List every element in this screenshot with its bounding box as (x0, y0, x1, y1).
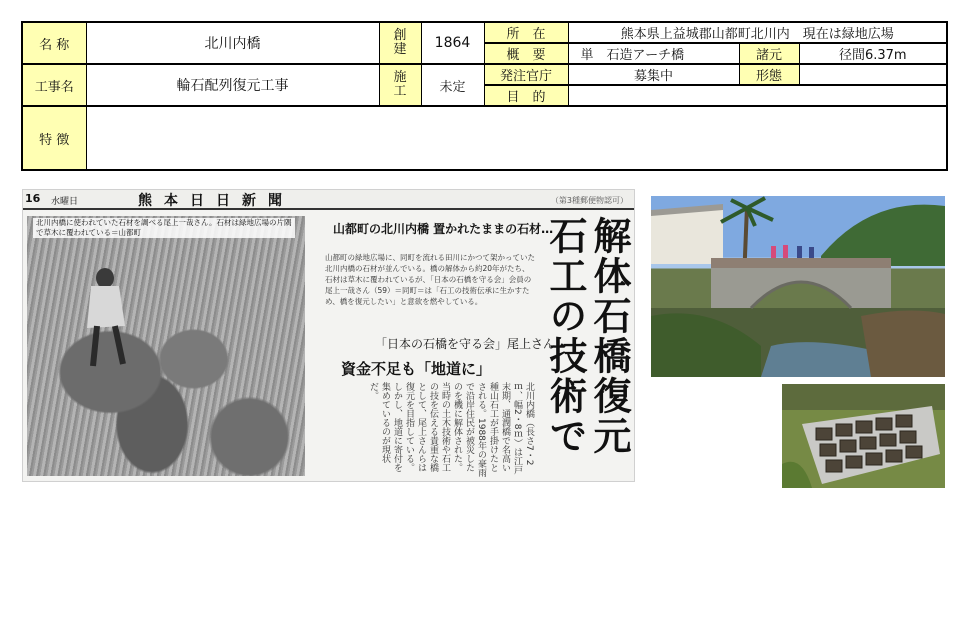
built-value: 1864 (421, 22, 484, 64)
construct-label-text: 施工 (393, 70, 407, 99)
person-figure-icon (27, 216, 305, 476)
page-number: 16 (25, 192, 41, 205)
client-label: 発注官庁 (484, 64, 568, 85)
photo-caption: 北川内橋に使われていた石材を調べる尾上一哉さん。石材は緑地広場の片隅で草木に覆われている＝山都町 (33, 218, 295, 238)
construct-value: 未定 (421, 64, 484, 106)
stone-inspection-photo (27, 216, 305, 476)
feature-value (86, 106, 947, 170)
form-label: 形態 (739, 64, 799, 85)
article-byline: 「日本の石橋を守る会」尾上さん (375, 337, 556, 351)
span-label: 諸元 (739, 43, 799, 64)
location-value: 熊本県上益城郡山都町北川内 現在は緑地広場 (568, 22, 947, 43)
newspaper-name: 熊本日日新聞 (138, 193, 294, 209)
purpose-value (568, 85, 947, 106)
article-lead: 山都町の北川内橋 置かれたままの石材… (333, 222, 554, 236)
stone-arch-bridge-icon (651, 196, 945, 377)
newspaper-masthead (23, 190, 635, 210)
article-body-intro: 山都町の緑地広場に、同町を流れる田川にかつて架かっていた北川内橋の石材が並んでいる。橋の解体から約20年がたち、石材は草木に覆われているが、「日本の石橋を守る会」会員の尾上一哉さん（59）＝同町＝は「石工の技術伝承に生かすため、橋を復元したい」と意欲を燃やしている。 (325, 253, 535, 306)
work-label: 工事名 (22, 64, 86, 106)
construct-label (379, 64, 421, 106)
summary-value: 単 石造アーチ橋 (568, 43, 739, 64)
bridge-record-sheet (21, 21, 948, 171)
newspaper-clipping (22, 189, 635, 482)
article-body-vertical: 北川内橋（長さ7・2ｍ、幅2・8ｍ）は江戸末期、通潤橋で名高い種山石工が手掛けたとされる。1988年の豪雨で沿岸住民が被災したのを機に解体された。当時の土木技術や石工の技を伝える貴重な橋として、尾上さんらは復元を目指している。しかし、地道に寄付を集めているのが現状だ。 (368, 382, 534, 477)
edition-note: （第3種郵便物認可） (550, 196, 628, 205)
stone-arch-bridge-photo (651, 196, 945, 377)
work-value: 輪石配列復元工事 (86, 64, 379, 106)
name-label: 名 称 (22, 22, 86, 64)
built-label-text: 創建 (393, 28, 407, 57)
weekday: 水曜日 (51, 197, 79, 207)
form-value (799, 64, 947, 85)
summary-label: 概 要 (484, 43, 568, 64)
feature-label: 特 徴 (22, 106, 86, 170)
arranged-stones-photo (782, 384, 945, 488)
arranged-stones-icon (782, 384, 945, 488)
article-headline: 解体石橋復元 石工の技術で (543, 216, 632, 456)
purpose-label: 目 的 (484, 85, 568, 106)
client-value: 募集中 (568, 64, 739, 85)
name-value: 北川内橋 (86, 22, 379, 64)
span-value: 径間6.37m (799, 43, 947, 64)
built-label (379, 22, 421, 64)
article-subhead: 資金不足も「地道に」 (341, 360, 492, 378)
location-label: 所 在 (484, 22, 568, 43)
